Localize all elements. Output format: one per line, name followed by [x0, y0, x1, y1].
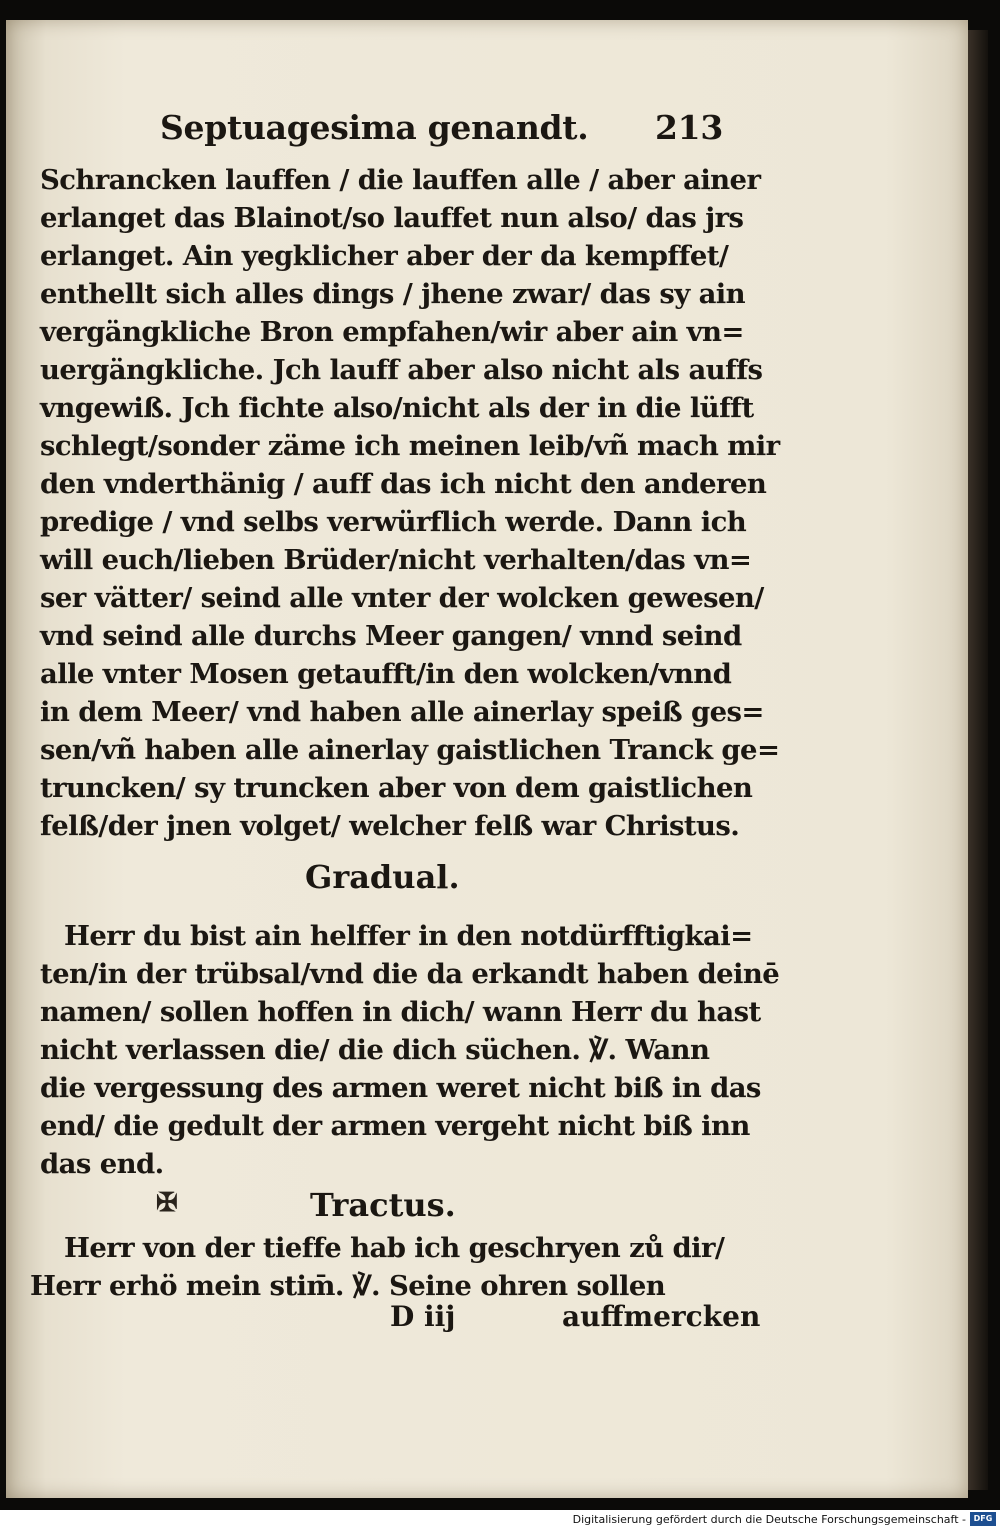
gradual-line: end/ die gedult der armen vergeht nicht biß inn — [40, 1110, 750, 1142]
page-number: 213 — [655, 108, 723, 147]
body-line: ser vätter/ seind alle vnter der wolcken gewesen/ — [40, 582, 764, 614]
section-heading-tractus: Tractus. — [310, 1186, 456, 1224]
section-heading-gradual: Gradual. — [305, 858, 460, 896]
gradual-line: die vergessung des armen weret nicht biß in das — [40, 1072, 761, 1104]
cross-ornament-icon: ✠ — [156, 1188, 178, 1218]
body-line: in dem Meer/ vnd haben alle ainerlay speiß ges= — [40, 696, 764, 728]
page-edge — [968, 30, 988, 1490]
gradual-line: Herr du bist ain helffer in den notdürfftigkai= — [64, 920, 753, 952]
tractus-line: Herr erhö mein stim̄. ℣. Seine ohren sollen — [30, 1270, 666, 1302]
catchword: auffmercken — [562, 1300, 761, 1333]
body-line: truncken/ sy truncken aber von dem gaistlichen — [40, 772, 753, 804]
footer-credit: Digitalisierung gefördert durch die Deutsche Forschungsgemeinschaft - — [572, 1513, 966, 1526]
signature-mark: D iij — [390, 1300, 456, 1333]
gradual-line: namen/ sollen hoffen in dich/ wann Herr du hast — [40, 996, 761, 1028]
body-line: vnd seind alle durchs Meer gangen/ vnnd seind — [40, 620, 742, 652]
body-line: vergängkliche Bron empfahen/wir aber ain vn= — [40, 316, 744, 348]
body-line: Schrancken lauffen / die lauffen alle / aber ainer — [40, 164, 761, 196]
body-line: predige / vnd selbs verwürflich werde. Dann ich — [40, 506, 747, 538]
body-line: alle vnter Mosen getaufft/in den wolcken/vnnd — [40, 658, 732, 690]
body-line: vngewiß. Jch fichte also/nicht als der in die lüfft — [40, 392, 754, 424]
running-header-title: Septuagesima genandt. — [160, 108, 589, 147]
gradual-line: ten/in der trübsal/vnd die da erkandt haben deinē — [40, 958, 780, 990]
body-line: sen/vñ haben alle ainerlay gaistlichen Tranck ge= — [40, 734, 780, 766]
body-line: erlanget. Ain yegklicher aber der da kempffet/ — [40, 240, 729, 272]
gradual-line: nicht verlassen die/ die dich süchen. ℣. Wann — [40, 1034, 710, 1066]
body-line: enthellt sich alles dings / jhene zwar/ das sy ain — [40, 278, 746, 310]
dfg-logo: DFG — [970, 1512, 996, 1526]
body-line: will euch/lieben Brüder/nicht verhalten/das vn= — [40, 544, 752, 576]
body-line: uergängkliche. Jch lauff aber also nicht als auffs — [40, 354, 763, 386]
body-line: erlanget das Blainot/so lauffet nun also/ das jrs — [40, 202, 744, 234]
gradual-line: das end. — [40, 1148, 164, 1180]
tractus-line: Herr von der tieffe hab ich geschryen zů dir/ — [64, 1232, 725, 1264]
body-line: den vnderthänig / auff das ich nicht den anderen — [40, 468, 767, 500]
body-line: felß/der jnen volget/ welcher felß war Christus. — [40, 810, 740, 842]
body-line: schlegt/sonder zäme ich meinen leib/vñ mach mir — [40, 430, 780, 462]
